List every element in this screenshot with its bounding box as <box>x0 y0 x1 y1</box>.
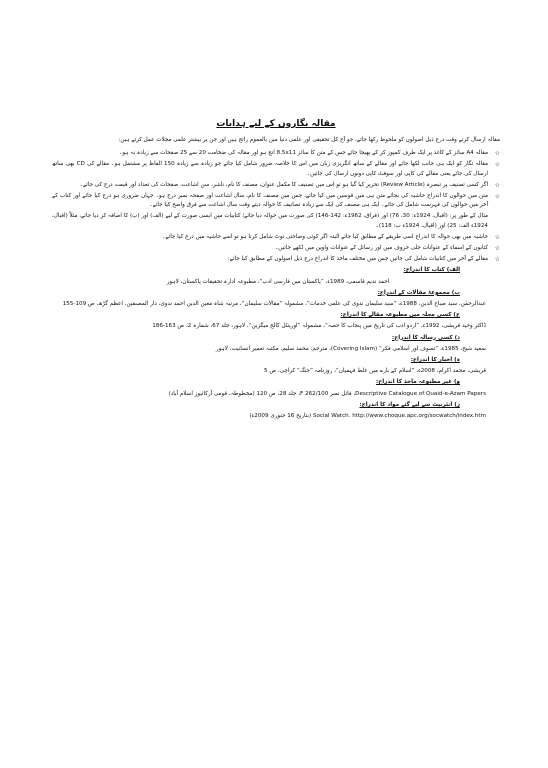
star-bullet-icon: ☆ <box>494 193 500 201</box>
rule-text: حاشیہ میں بھی حوالہ کا اندراج اسی طریقے کے مطابق کیا جائے البتہ اگر کوئی وضاحتی نوٹ شامل کرنا ہو تو اسے حاشیہ میں درج کیا جائے۔ <box>162 233 488 240</box>
example-entry: عبدالرحمٰن، سید صباح الدین، 1988ء، ”سید سلیمان ندوی کی علمی خدمات“، مشمولہ ”مقالات سلیمان“، مرتبہ شاہ معین الدین احمد ندوی، دار المصنفین، اعظم گڑھ، ص 109-155 <box>62 301 486 308</box>
example-heading: د) کسی رسالہ کا اندراج: <box>391 334 460 341</box>
citation-examples <box>52 266 500 421</box>
rules-list <box>52 149 500 264</box>
example-heading: ب) مجموعۂ مقالات کے اندراج: <box>377 289 460 296</box>
intro-paragraph: مقالہ ارسال کرتے وقت درج ذیل اصولوں کو ملحوظ رکھا جائے، جو آج کل تحقیقی اور علمی دنیا میں بالعموم رائج ہیں اور جن پر بیشتر علمی مجلات عمل کرتے ہیں: <box>118 137 500 143</box>
rule-item <box>52 244 500 253</box>
rule-example <box>52 212 500 230</box>
rule-item <box>52 149 500 158</box>
star-bullet-icon: ☆ <box>494 256 500 264</box>
example-entry: قریشی، محمد اکرام، 2008ء، ”اسلام کے بارے میں غلط فہمیاں“، روزنامہ ”جنگ“ کراچی، ص 5 <box>264 368 486 375</box>
star-bullet-icon: ☆ <box>494 245 500 253</box>
example-entry: احمد ندیم قاسمی، 1989ء، ”پاکستان میں فارسی ادب“، مطبوعہ ادارہ تحقیقات پاکستان، لاہور <box>166 278 390 285</box>
example-entry: سعید شیخ، 1985ء، ”تصوف اور اسلامی فکر“ (Covering Islam)، مترجم: محمد سلیم، مکتبہ تعمیر انسانیت، لاہور <box>215 345 486 352</box>
page-title: مقالہ نگاروں کے لیے ہدایات <box>216 119 336 129</box>
rule-text: کتابوں کے اسماء کے عنوانات جلی حروف میں اور رسائل کے عنوانات واوین میں لکھے جائیں۔ <box>274 245 488 252</box>
rule-item <box>52 192 500 210</box>
star-bullet-icon: ☆ <box>494 181 500 189</box>
example-heading: ج) کسی مجلہ میں مطبوعہ مقالے کا اندراج: <box>340 312 460 319</box>
rule-item <box>52 160 500 178</box>
star-bullet-icon: ☆ <box>494 161 500 169</box>
rule-item <box>52 181 500 190</box>
example-entry: Social Watch. http://www.choque.apc.org/socwatch/index.htm (بتاریخ 16 جنوری 2009ء) <box>249 413 486 420</box>
example-heading: ز) انٹرنیٹ سے لیے گئے مواد کا اندراج: <box>359 401 460 408</box>
rule-item <box>52 233 500 242</box>
rule-text: مقالہ نگار کو ایک ہی جانب لکھا جائے اور مقالے کے ساتھ انگریزی زبان میں اس کا خلاصہ ضرور شامل کیا جائے جو زیادہ سے زیادہ 150 الفاظ پر مشتمل ہو۔ مقالے کی CD بھی ساتھ ارسال کی جائے یعنی مقالے کی کاپی اور سوفٹ کاپی دونوں ارسال کی جائیں۔ <box>52 161 488 177</box>
rule-item <box>52 255 500 264</box>
example-heading: ہ) اخبار کا اندراج: <box>410 357 460 364</box>
star-bullet-icon: ☆ <box>494 233 500 241</box>
rule-text: مثال کے طور پر: (اقبال، 1924ء: 30، 76) اور (فراق، 1962ء: 142-146) کی صورت میں حوالہ دیا جائے؛ کتابیات میں ایسی صورت کے لیے (الف) اور (ب) کا اضافہ کر دیا جائے، مثلاً (اقبال، 1924ء الف: 25) اور (اقبال، 1924ء ب: 118)۔ <box>52 213 489 229</box>
example-entry: ڈاکٹر وحید قریشی، 1992ء، ”اردو ادب کی تاریخ میں پنجاب کا حصہ“، مشمولہ ”اورینٹل کالج میگزین“، لاہور، جلد 67، شمارہ 2، ص 163-186 <box>152 323 486 330</box>
example-heading: و) غیر مطبوعہ ماخذ کا اندراج: <box>376 379 460 386</box>
rule-text: متن میں حوالوں کا اندراج حاشیہ کی بجائے متن ہی میں قوسین میں کیا جائے، جس میں مصنف کا نام، سال اشاعت اور صفحہ نمبر درج ہو۔ جہاں ضروری ہو درج کیا جائے اور کتاب کے آخر میں حوالوں کی فہرست شامل کی جائے۔ ایک ہی مصنف کی ایک سے زیادہ تصانیف کا حوالہ دیتے وقت سال اشاعت سے فرق واضح کیا جائے۔ <box>52 193 488 209</box>
example-heading: الف) کتاب کا اندراج: <box>403 267 460 274</box>
example-entry: Descriptive Catalogue of Quaid-e-Azam Papers، فائل نمبر F 262/100، جلد 28، ص 120 (مخطوطہ، قومی آرکائیوز اسلام آباد) <box>168 390 486 397</box>
star-bullet-icon: ☆ <box>494 150 500 158</box>
rule-text: اگر کسی تصنیف پر تبصرہ (Review Article) تحریر کیا گیا ہو تو اس میں تصنیف کا مکمل عنوان، مصنف کا نام، ناشر، سن اشاعت، صفحات کی تعداد اور قیمت درج کی جائے۔ <box>79 181 488 188</box>
guidelines-sheet <box>52 118 500 423</box>
rule-text: مقالے کے آخر میں کتابیات شامل کی جائیں جس میں مختلف ماخذ کا اندراج درج ذیل اصولوں کے مطابق کیا جائے: <box>227 256 488 263</box>
rule-text: مقالہ A4 سائز کے کاغذ پر ایک طرف کمپوز کر کے بھیجا جائے جس کے متن کا سائز 8.5x11 انچ ہو اور مقالہ کی ضخامت 20 سے 25 صفحات سے زیادہ نہ ہو۔ <box>119 150 488 157</box>
